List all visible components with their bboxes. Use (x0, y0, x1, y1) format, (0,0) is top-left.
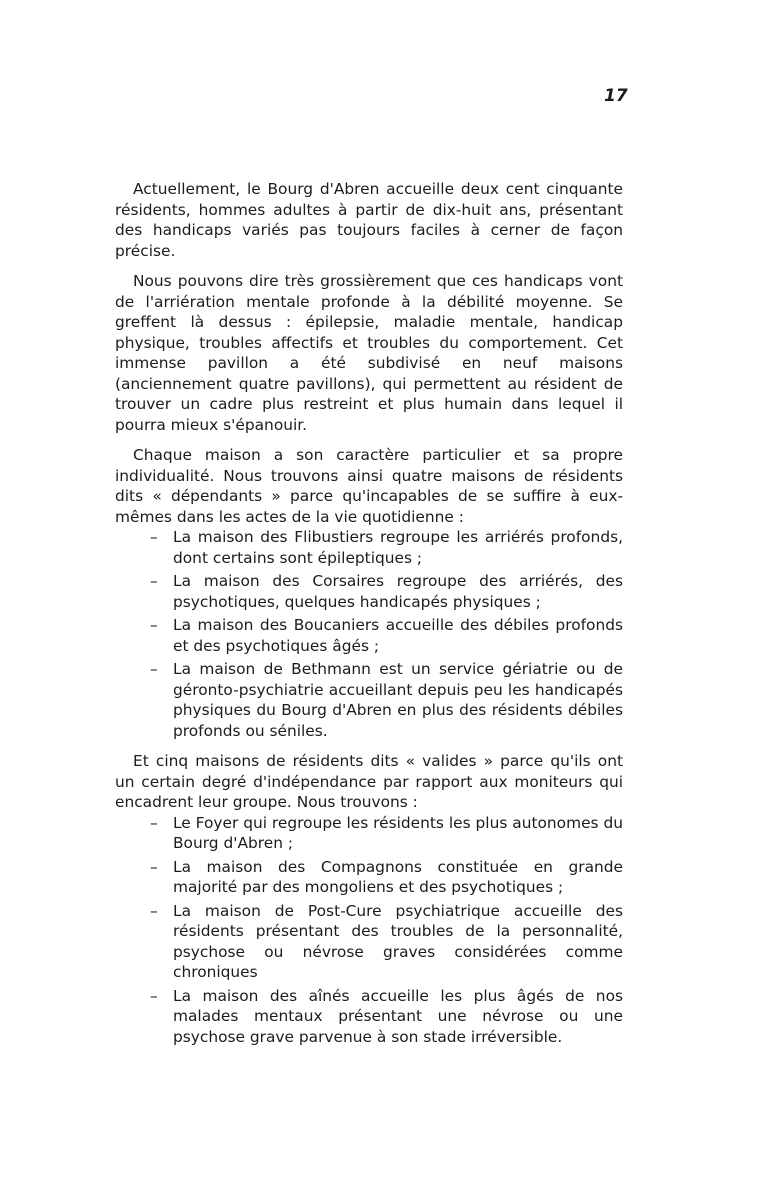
list-item-text: Le Foyer qui regroupe les résidents les plus autonomes du Bourg d'Abren ; (173, 813, 623, 852)
list-item (115, 901, 623, 983)
paragraph-handicaps: Nous pouvons dire très grossièrement que ces handicaps vont de l'arriération mentale profonde à la débilité moyenne. Se greffent là dessus : épilepsie, maladie mentale, handicap physique, troubles affectifs et troubles du comportement. Cet immense pavillon a été subdivisé en neuf maisons (anciennement quatre pavillons), qui permettent au résident de trouver un cadre plus restreint et plus humain dans lequel il pourra mieux s'épanouir. (115, 272, 623, 434)
list-item (115, 857, 623, 898)
document-body (115, 179, 623, 1057)
dash-marker: – (150, 857, 158, 876)
list-item-text: La maison des Compagnons constituée en grande majorité par des mongoliens et des psychotiques ; (173, 857, 623, 896)
list-item (115, 813, 623, 854)
dash-marker: – (150, 660, 158, 678)
list-item-text: La maison de Post-Cure psychiatrique accueille des résidents présentant des troubles de la personnalité, psychose ou névrose graves considérées comme chroniques (173, 901, 623, 981)
list-item-text: La maison de Bethmann est un service gériatrie ou de géronto-psychiatrie accueillant depuis peu les handicapés physiques du Bourg d'Abren en plus des résidents débiles profonds ou séniles. (173, 660, 623, 740)
paragraph-maisons-valides: Et cinq maisons de résidents dits « valides » parce qu'ils ont un certain degré d'indépendance par rapport aux moniteurs qui encadrent leur groupe. Nous trouvons : (115, 752, 623, 811)
dash-marker: – (150, 528, 158, 546)
dash-marker: – (150, 901, 158, 920)
dash-marker: – (150, 986, 158, 1005)
list-maisons-dependants (115, 527, 623, 741)
dash-marker: – (150, 572, 158, 590)
dash-marker: – (150, 813, 158, 832)
list-item-text: La maison des Corsaires regroupe des arriérés, des psychotiques, quelques handicapés physiques ; (173, 572, 623, 611)
list-item-text: La maison des Boucaniers accueille des débiles profonds et des psychotiques âgés ; (173, 616, 623, 655)
paragraph-intro: Actuellement, le Bourg d'Abren accueille deux cent cinquante résidents, hommes adultes à partir de dix-huit ans, présentant des handicaps variés pas toujours faciles à cerner de façon précise. (115, 180, 623, 260)
page-number: 17 (604, 86, 628, 106)
list-item-text: La maison des Flibustiers regroupe les arriérés profonds, dont certains sont épileptiques ; (173, 528, 623, 567)
list-item (115, 571, 623, 612)
list-item (115, 527, 623, 568)
paragraph-maisons-dependants: Chaque maison a son caractère particulier et sa propre individualité. Nous trouvons ainsi quatre maisons de résidents dits « dépendants » parce qu'incapables de se suffire à eux-mêmes dans les actes de la vie quotidienne : (115, 446, 623, 526)
list-maisons-valides (115, 813, 623, 1048)
dash-marker: – (150, 616, 158, 634)
list-item (115, 659, 623, 741)
list-item-text: La maison des aînés accueille les plus âgés de nos malades mentaux présentant une névrose ou une psychose grave parvenue à son stade irréversible. (173, 986, 623, 1046)
list-item (115, 615, 623, 656)
list-item (115, 986, 623, 1048)
